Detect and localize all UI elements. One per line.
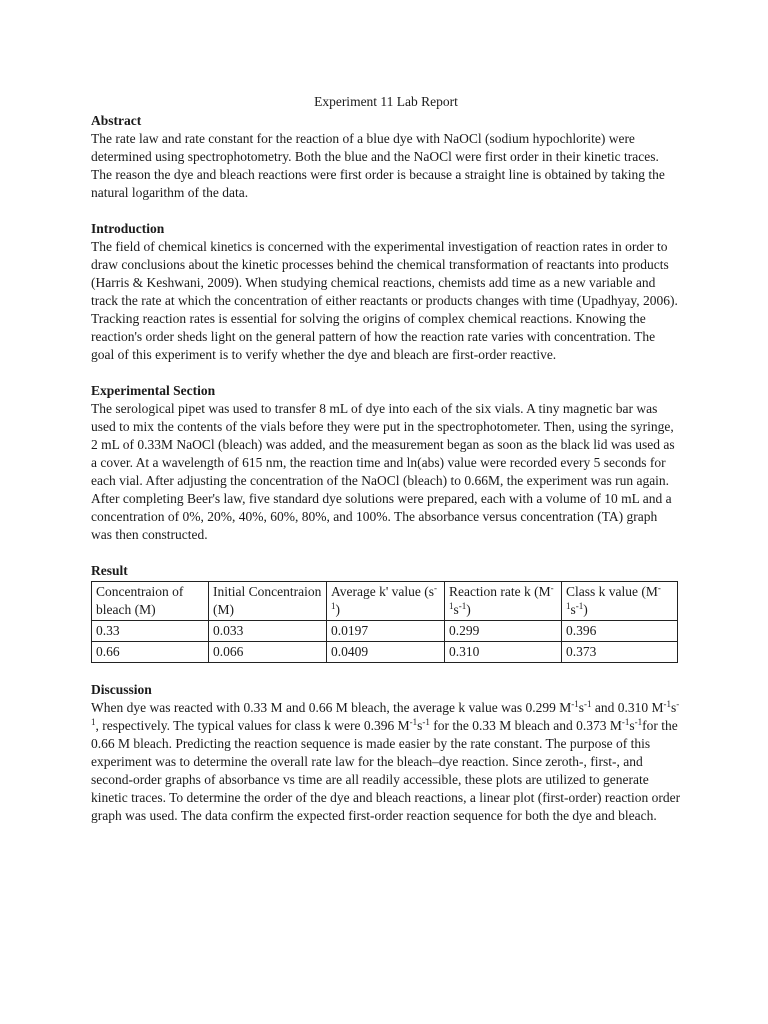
table-cell: 0.33 (92, 621, 209, 642)
introduction-heading: Introduction (91, 221, 165, 236)
header-average-k: Average k' value $(s^{-1})$ (327, 582, 445, 621)
table-cell: 0.66 (92, 642, 209, 663)
document-title: Experiment 11 Lab Report (314, 94, 458, 109)
introduction-text: The field of chemical kinetics is concerned with the experimental investigation of reaction rates in order to draw conclusions about the kinetic processes behind the chemical transformation of reactants into products (Harris & Keshwani, 2009). When studying chemical reactions, chemists add time as a new variable and track the rate at which the concentration of either reactants or products changes with time (Upadhyay, 2006). Tracking reaction rates is essential for solving the origins of complex chemical reactions. Knowing the reaction's order sheds light on the general pattern of how the reaction rate varies with concentration. The goal of this experiment is to verify whether the dye and bleach are first-order reactive. (91, 239, 678, 362)
table-cell: 0.0409 (327, 642, 445, 663)
table-cell: 0.0197 (327, 621, 445, 642)
header-initial-concentration: Initial Concentraion (M) (209, 582, 327, 621)
table-row (92, 642, 678, 663)
table-cell: 0.033 (209, 621, 327, 642)
table-cell: 0.373 (562, 642, 678, 663)
spacer (91, 364, 681, 382)
table-cell: 0.299 (445, 621, 562, 642)
table-cell: 0.066 (209, 642, 327, 663)
spacer (91, 663, 681, 681)
table-cell: 0.396 (562, 621, 678, 642)
spacer (91, 544, 681, 562)
table-cell: 0.310 (445, 642, 562, 663)
abstract-text: The rate law and rate constant for the reaction of a blue dye with NaOCl (sodium hypochlorite) were determined using spectrophotometry. Both the blue and the NaOCl were first order in their kinetic traces. The reason the dye and bleach reactions were first order is because a straight line is obtained by taking the natural logarithm of the data. (91, 131, 665, 200)
abstract-heading: Abstract (91, 113, 142, 128)
result-table (91, 581, 678, 663)
header-reaction-rate-k: Reaction rate k $(M^{-1}s^{-1})$ (445, 582, 562, 621)
result-heading: Result (91, 563, 128, 578)
table-header-row (92, 582, 678, 621)
header-class-k: Class k value $(M^{-1}s^{-1})$ (562, 582, 678, 621)
experimental-text: The serological pipet was used to transfer 8 mL of dye into each of the six vials. A tiny magnetic bar was used to mix the contents of the vials before they were put in the spectrophotometer. Then, using the syringe, 2 mL of 0.33M NaOCl (bleach) was added, and the measurement began as soon as the black lid was used as a cover. At a wavelength of 615 nm, the reaction time and ln(abs) value were recorded every 5 seconds for each vial. After adjusting the concentration of the NaOCl (bleach) to 0.66M, the experiment was run again. After completing Beer's law, five standard dye solutions were prepared, each with a volume of 10 mL and a concentration of 0%, 20%, 40%, 60%, 80%, and 100%. The absorbance versus concentration (TA) graph was then constructed. (91, 401, 675, 542)
discussion-text: When dye was reacted with 0.33 M and 0.66 M bleach, the average k value was 0.299 $M^{-1}s^{-1}$ and 0.310 $M^{-1}s^{-1}$, respectively. The typical values for class k were 0.396 $M^{-1}s^{-1}$ for the 0.33 M bleach and 0.373 $M^{-1}s^{-1}for$ the 0.66 M bleach. Predicting the reaction sequence is made easier by the rate constant. The purpose of this experiment was to determine the overall rate law for the bleach–dye reaction. Since zeroth-, first-, and second-order graphs of absorbance vs time are all readily accessible, these plots are utilized to generate kinetic traces. To determine the order of the dye and bleach reactions, a linear plot (first-order) reaction order graph was used. The data confirm the expected first-order reaction sequence for both the dye and bleach. (91, 699, 681, 823)
discussion-heading: Discussion (91, 682, 152, 697)
spacer (91, 202, 681, 220)
table-row (92, 621, 678, 642)
experimental-heading: Experimental Section (91, 383, 216, 398)
document-page (91, 92, 681, 825)
header-bleach-concentration: Concentraion of bleach (M) (92, 582, 209, 621)
